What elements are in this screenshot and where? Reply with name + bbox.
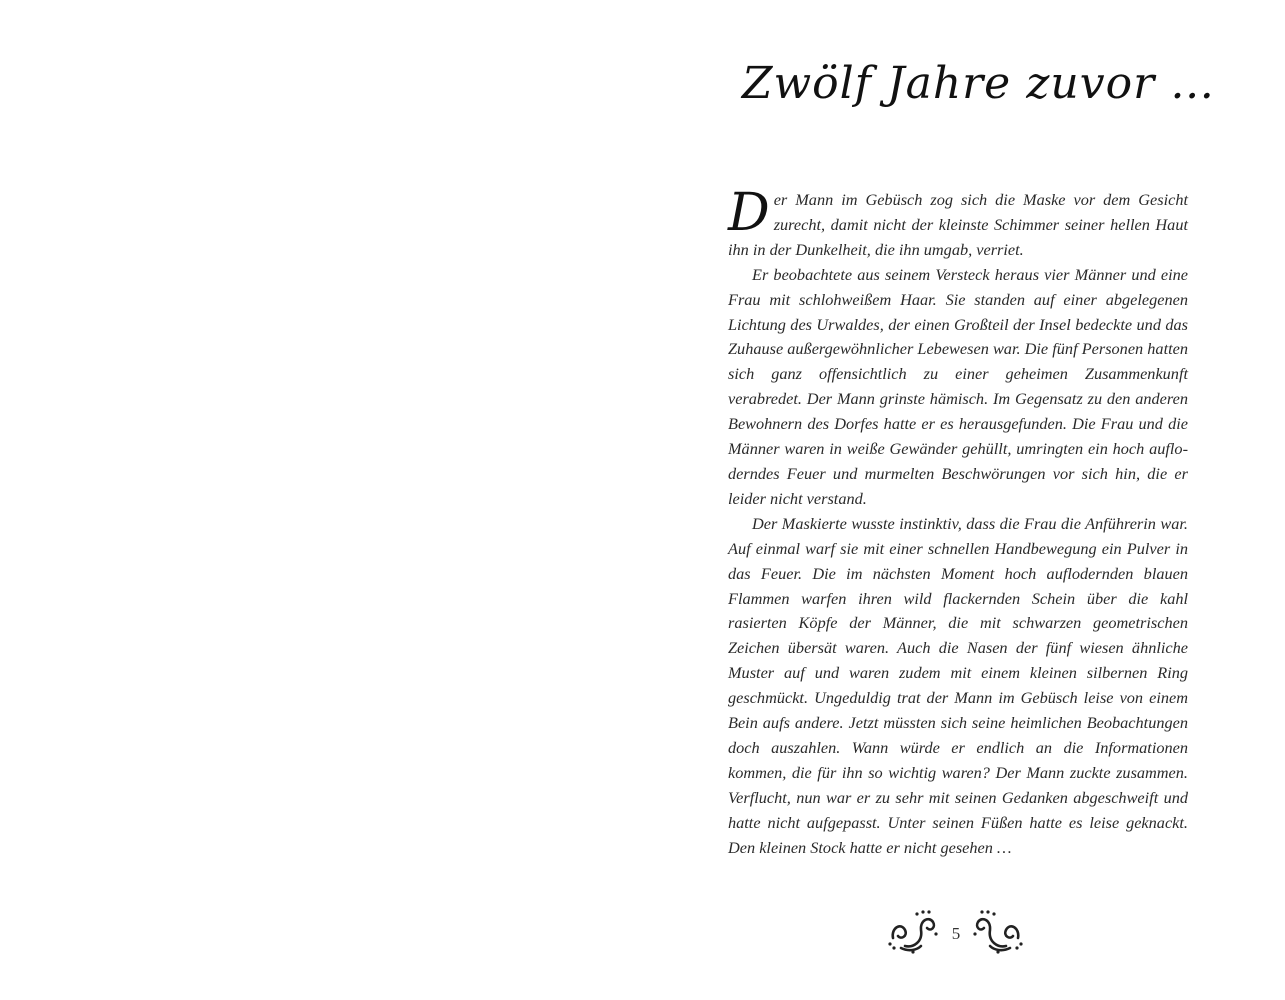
swirl-ornament-icon bbox=[972, 908, 1024, 954]
paragraph-3: Der Maskierte wusste instinktiv, dass die Frau die Anführerin war. Auf einmal warf sie mit einer schnellen Handbewegung ein Pulver in das Feuer. Die im nächsten Moment hoch auflodernden blauen Flammen warfen ihren wild flackernden Schein über die kahl rasierten Köpfe der Männer, die mit schwarzen geometrischen Zeichen übersät waren. Auch die Nasen der fünf wiesen ähnliche Muster auf und waren zudem mit einem kleinen silbernen Ring geschmückt. Ungeduldig trat der Mann im Gebüsch leise von einem Bein aufs andere. Jetzt müssten sich seine heimlichen Beobachtungen doch auszahlen. Wann würde er endlich an die Informationen kommen, die für ihn so wichtig waren? Der Mann zuckte zusammen. Verflucht, nun war er zu sehr mit seinen Gedanken abgeschweift und hatte nicht aufgepasst. Unter seinen Füßen hatte es leise geknackt. Den kleinen Stock hatte er nicht gesehen … bbox=[728, 513, 1188, 857]
paragraph-1 bbox=[728, 183, 1188, 263]
paragraph-2: Er beobachtete aus seinem Versteck heraus vier Männer und eine Frau mit schlohweißem Haar. Sie standen auf einer abgelegenen Lichtung des Urwaldes, der einen Großteil der Insel bedeckte und das Zuhause außergewöhnlicher Lebewesen war. Die fünf Personen hatten sich ganz offensichtlich zu einer geheimen Zusammenkunft verabredet. Der Mann grinste hämisch. Im Gegensatz zu den anderen Bewohnern des Dorfes hatte er es herausgefunden. Die Frau und die Männer waren in weiße Gewänder gehüllt, umringten ein hoch aufloderndes Feuer und murmelten Beschwörungen vor sich hin, die er leider nicht verstand. bbox=[728, 264, 1188, 508]
chapter-title: Zwölf Jahre zuvor … bbox=[741, 58, 1216, 109]
paragraph-1-text: er Mann im Gebüsch zog sich die Maske vor dem Gesicht zurecht, damit nicht der kleinste Schimmer seiner hellen Haut ihn in der Dunkelheit, die ihn umgab, verriet. bbox=[728, 190, 1188, 259]
swirl-ornament-icon bbox=[887, 908, 939, 954]
page-footer bbox=[642, 906, 1285, 962]
right-page bbox=[642, 0, 1285, 1000]
chapter-body-text bbox=[728, 183, 1188, 860]
drop-cap: D bbox=[728, 183, 770, 243]
left-page-blank bbox=[0, 0, 642, 1000]
page-number: 5 bbox=[951, 924, 961, 943]
